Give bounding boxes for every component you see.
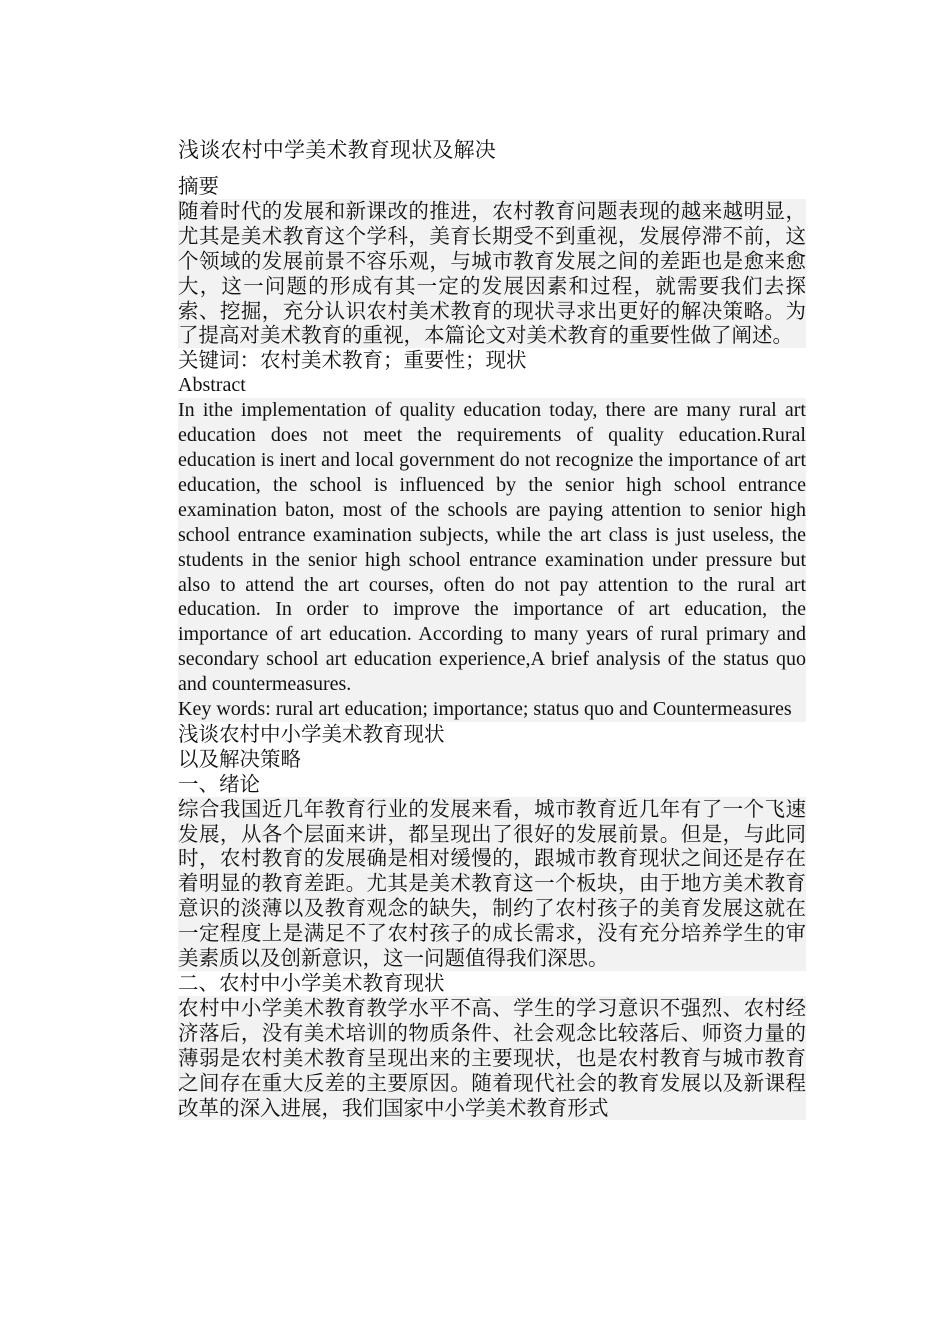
keywords-en: Key words: rural art education; importance; status quo and Countermeasures	[178, 697, 806, 722]
abstract-en-heading: Abstract	[178, 374, 246, 397]
section-2-heading: 二、农村中小学美术教育现状	[178, 971, 445, 995]
subtitle-line-2: 以及解决策略	[178, 746, 301, 771]
document-title: 浅谈农村中学美术教育现状及解决	[178, 138, 496, 162]
section-1-body: 综合我国近几年教育行业的发展来看，城市教育近几年有了一个飞速发展，从各个层面来讲，都呈现出了很好的发展前景。但是，与此同时，农村教育的发展确是相对缓慢的，跟城市教育现状之间还是存在着明显的教育差距。尤其是美术教育这一个板块，由于地方美术教育意识的淡薄以及教育观念的缺失，制约了农村孩子的美育发展这就在一定程度上是满足不了农村孩子的成长需求，没有充分培养学生的审美素质以及创新意识，这一问题值得我们深思。	[178, 796, 806, 971]
abstract-en-paragraph: In ithe implementation of quality education today, there are many rural art education does not meet the requirements of quality education.Rural education is inert and local government do not recognize the importance of art education, the school is influenced by the senior high school entrance examination baton, most of the schools are paying attention to senior high school entrance examination subjects, while the art class is just useless, the students in the senior high school entrance examination under pressure but also to attend the art courses, often do not pay attention to the rural art education. In order to improve the importance of art education, the importance of art education. According to many years of rural primary and secondary school art education experience,A brief analysis of the status quo and countermeasures.	[178, 399, 806, 696]
section-1-heading: 一、绪论	[178, 771, 260, 796]
abstract-cn-paragraph: 随着时代的发展和新课改的推进，农村教育问题表现的越来越明显，尤其是美术教育这个学科，美育长期受不到重视，发展停滞不前，这个领域的发展前景不容乐观，与城市教育发展之间的差距也是愈来愈大，这一问题的形成有其一定的发展因素和过程，就需要我们去探索、挖掘，充分认识农村美术教育的现状寻求出更好的解决策略。为了提高对美术教育的重视，本篇论文对美术教育的重要性做了阐述。	[178, 198, 806, 348]
keywords-cn: 关键词：农村美术教育；重要性；现状	[178, 348, 527, 373]
abstract-heading: 摘要	[178, 174, 219, 198]
document-page	[178, 136, 806, 1120]
section-2-body: 农村中小学美术教育教学水平不高、学生的学习意识不强烈、农村经济落后，没有美术培训的物质条件、社会观念比较落后、师资力量的薄弱是农村美术教育呈现出来的主要现状，也是农村教育与城市教育之间存在重大反差的主要原因。随着现代社会的教育发展以及新课程改革的深入进展，我们国家中小学美术教育形式	[178, 995, 806, 1120]
subtitle-line-1: 浅谈农村中小学美术教育现状	[178, 721, 445, 746]
